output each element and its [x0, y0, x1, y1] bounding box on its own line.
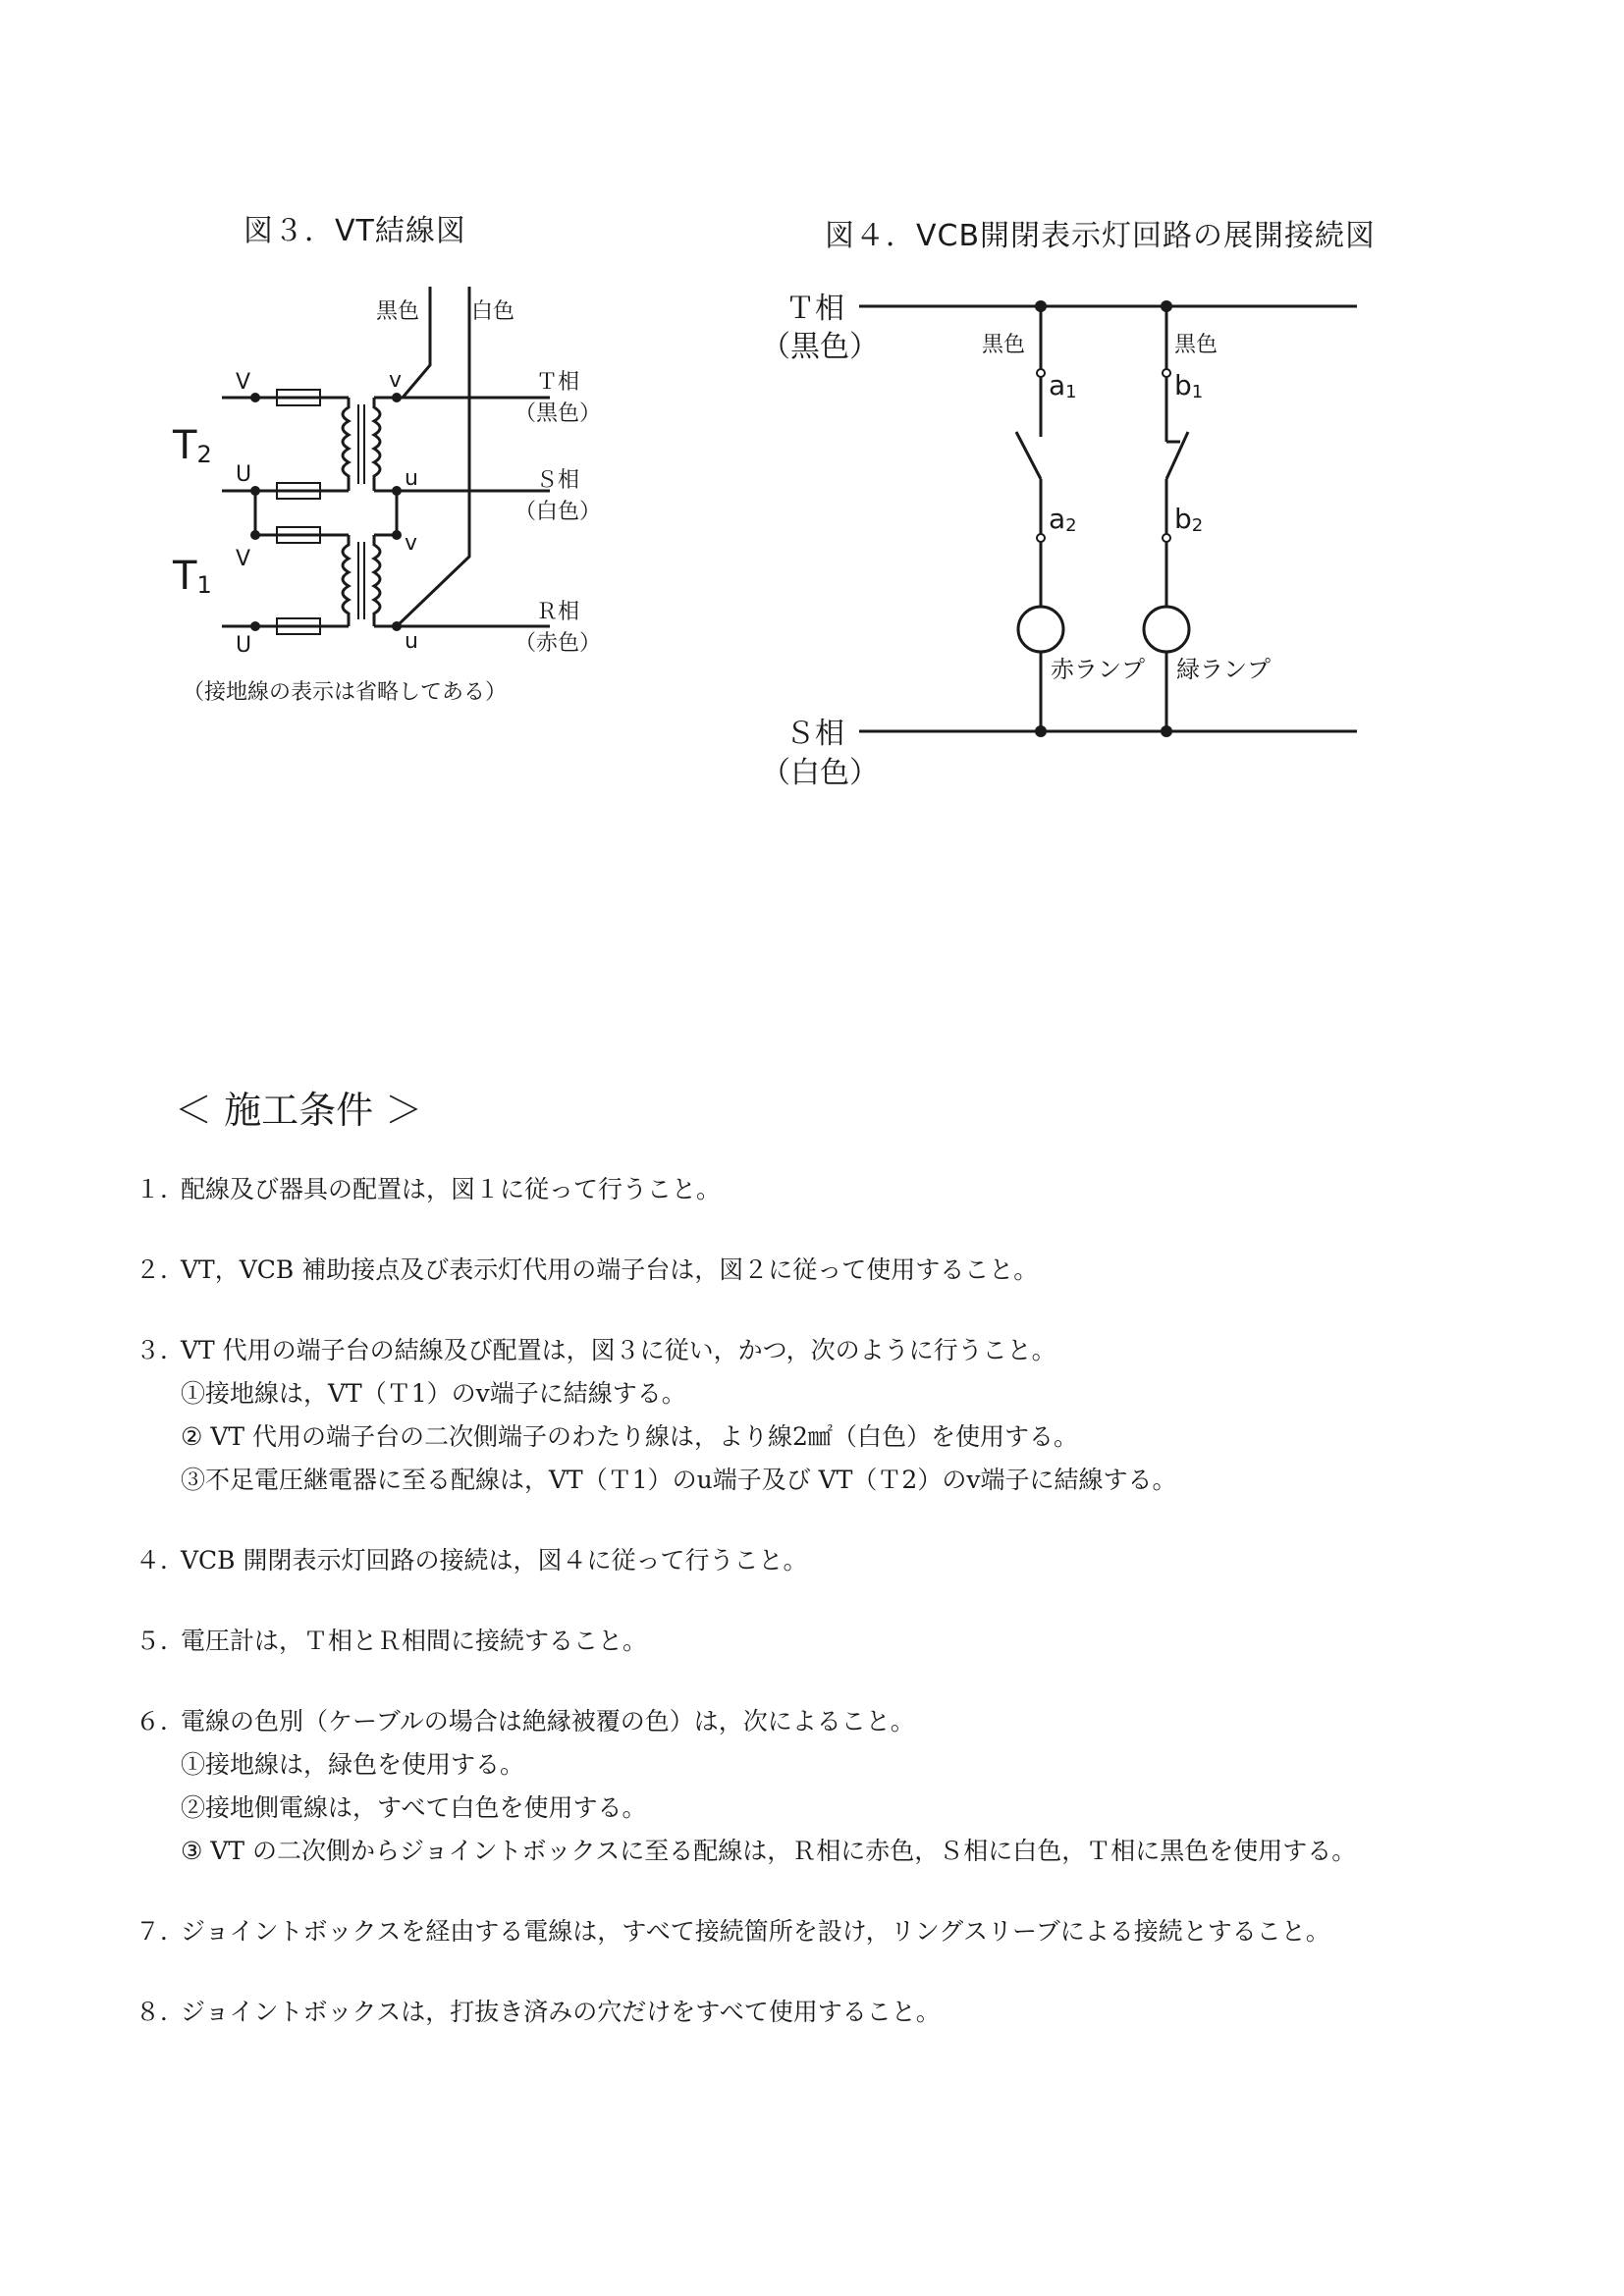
vcb-lamp-circuit-diagram — [0, 0, 1624, 883]
junction-dot — [1035, 300, 1047, 312]
contact-b-blade — [1166, 432, 1188, 479]
condition-item — [135, 1249, 1589, 1292]
label-V-lower: V — [236, 547, 251, 571]
condition-number: ４． — [135, 1546, 186, 1575]
green-lamp-label: 緑ランプ — [1176, 656, 1271, 683]
red-lamp-label: 赤ランプ — [1051, 656, 1145, 683]
conditions-list — [135, 1168, 1589, 2071]
label-T2: T2 — [173, 423, 212, 468]
condition-item — [135, 1700, 1589, 1873]
junction-dot — [1161, 725, 1172, 737]
condition-subitem: ③ VT の二次側からジョイントボックスに至る配線は，Ｒ相に赤色，Ｓ相に白色，Ｔ相に黒色を使用する。 — [181, 1837, 1357, 1865]
label-u-lower: u — [405, 629, 418, 654]
label-black-left: 黒色 — [982, 333, 1026, 357]
condition-line — [135, 1168, 1589, 1211]
condition-item — [135, 1329, 1589, 1502]
condition-number: １． — [135, 1175, 186, 1203]
fig4-phase-s-label: Ｓ相 — [785, 717, 844, 751]
condition-number: ６． — [135, 1707, 186, 1735]
condition-subitem: ①接地線は，VT（Ｔ1）のv端子に結線する。 — [181, 1379, 686, 1408]
label-T1: T1 — [173, 554, 212, 599]
condition-number: ３． — [135, 1336, 186, 1364]
condition-item — [135, 1910, 1589, 1953]
condition-text: VT，VCB 補助接点及び表示灯代用の端子台は，図２に従って使用すること。 — [181, 1255, 1039, 1284]
label-u-upper: u — [405, 466, 418, 491]
phase-t-color: （黒色） — [514, 401, 602, 426]
condition-number: ７． — [135, 1917, 186, 1946]
condition-number: ５． — [135, 1627, 186, 1655]
label-v-lower: v — [405, 531, 418, 556]
condition-item — [135, 1168, 1589, 1211]
condition-item — [135, 1991, 1589, 2034]
phase-r-color: （赤色） — [514, 631, 602, 656]
figure3-note: （接地線の表示は省略してある） — [183, 680, 508, 705]
condition-text: 配線及び器具の配置は，図１に従って行うこと。 — [181, 1175, 722, 1203]
condition-line — [135, 1991, 1589, 2034]
condition-line — [135, 1620, 1589, 1663]
condition-subitem: ③不足電圧継電器に至る配線は，VT（Ｔ1）のu端子及び VT（Ｔ2）のv端子に結線する。 — [181, 1466, 1177, 1494]
contact-a1-label: a1 — [1049, 369, 1077, 402]
condition-line — [135, 1249, 1589, 1292]
condition-subitem: ② VT 代用の端子台の二次側端子のわたり線は，より線2㎟（白色）を使用する。 — [181, 1422, 1078, 1451]
label-V-upper: V — [236, 370, 251, 395]
green-lamp-icon — [1144, 607, 1189, 652]
condition-text: 電線の色別（ケーブルの場合は絶縁被覆の色）は，次によること。 — [181, 1707, 915, 1735]
contact-a1-terminal — [1037, 369, 1045, 377]
condition-text: 電圧計は，Ｔ相とＲ相間に接続すること。 — [181, 1627, 648, 1655]
phase-r-label: Ｒ相 — [536, 600, 580, 624]
figure3-title: 図３．VT結線図 — [244, 214, 466, 248]
label-white-top: 白色 — [471, 299, 515, 324]
contact-b2-label: b2 — [1174, 503, 1204, 536]
contact-a-blade — [1016, 432, 1041, 479]
condition-text: ジョイントボックスは，打抜き済みの穴だけをすべて使用すること。 — [181, 1998, 941, 2026]
red-lamp-icon — [1018, 607, 1063, 652]
junction-dot — [1161, 300, 1172, 312]
contact-b1-terminal — [1163, 369, 1170, 377]
condition-item — [135, 1539, 1589, 1582]
condition-subitem: ①接地線は，緑色を使用する。 — [181, 1750, 525, 1779]
condition-line — [135, 1539, 1589, 1582]
label-U-upper: U — [236, 462, 252, 487]
condition-text: VCB 開閉表示灯回路の接続は，図４に従って行うこと。 — [181, 1546, 808, 1575]
condition-item — [135, 1620, 1589, 1663]
figure4-title: 図４．VCB開閉表示灯回路の展開接続図 — [825, 219, 1377, 253]
conditions-heading: ＜ 施工条件 ＞ — [175, 1089, 423, 1132]
contact-b2-terminal — [1163, 534, 1170, 542]
label-v-upper: v — [389, 368, 403, 393]
label-black-top: 黒色 — [376, 299, 420, 324]
phase-t-label: Ｔ相 — [536, 370, 580, 395]
label-U-lower: U — [236, 633, 252, 658]
condition-number: ８． — [135, 1998, 186, 2026]
fig4-phase-t-label: Ｔ相 — [785, 292, 844, 326]
phase-s-color: （白色） — [514, 500, 602, 524]
condition-line — [135, 1910, 1589, 1953]
condition-line — [135, 1700, 1589, 1743]
contact-a2-terminal — [1037, 534, 1045, 542]
phase-s-label: Ｓ相 — [536, 468, 580, 493]
condition-number: ２． — [135, 1255, 186, 1284]
condition-text: ジョイントボックスを経由する電線は，すべて接続箇所を設け，リングスリーブによる接続とすること。 — [181, 1917, 1330, 1946]
label-black-right: 黒色 — [1174, 333, 1218, 357]
contact-a2-label: a2 — [1049, 503, 1077, 536]
condition-line — [135, 1329, 1589, 1372]
condition-text: VT 代用の端子台の結線及び配置は，図３に従い，かつ，次のように行うこと。 — [181, 1336, 1056, 1364]
contact-b1-label: b1 — [1174, 369, 1204, 402]
junction-dot — [1035, 725, 1047, 737]
condition-subitem: ②接地側電線は，すべて白色を使用する。 — [181, 1793, 647, 1822]
fig4-phase-s-color: （白色） — [761, 756, 879, 790]
fig4-phase-t-color: （黒色） — [761, 330, 879, 364]
